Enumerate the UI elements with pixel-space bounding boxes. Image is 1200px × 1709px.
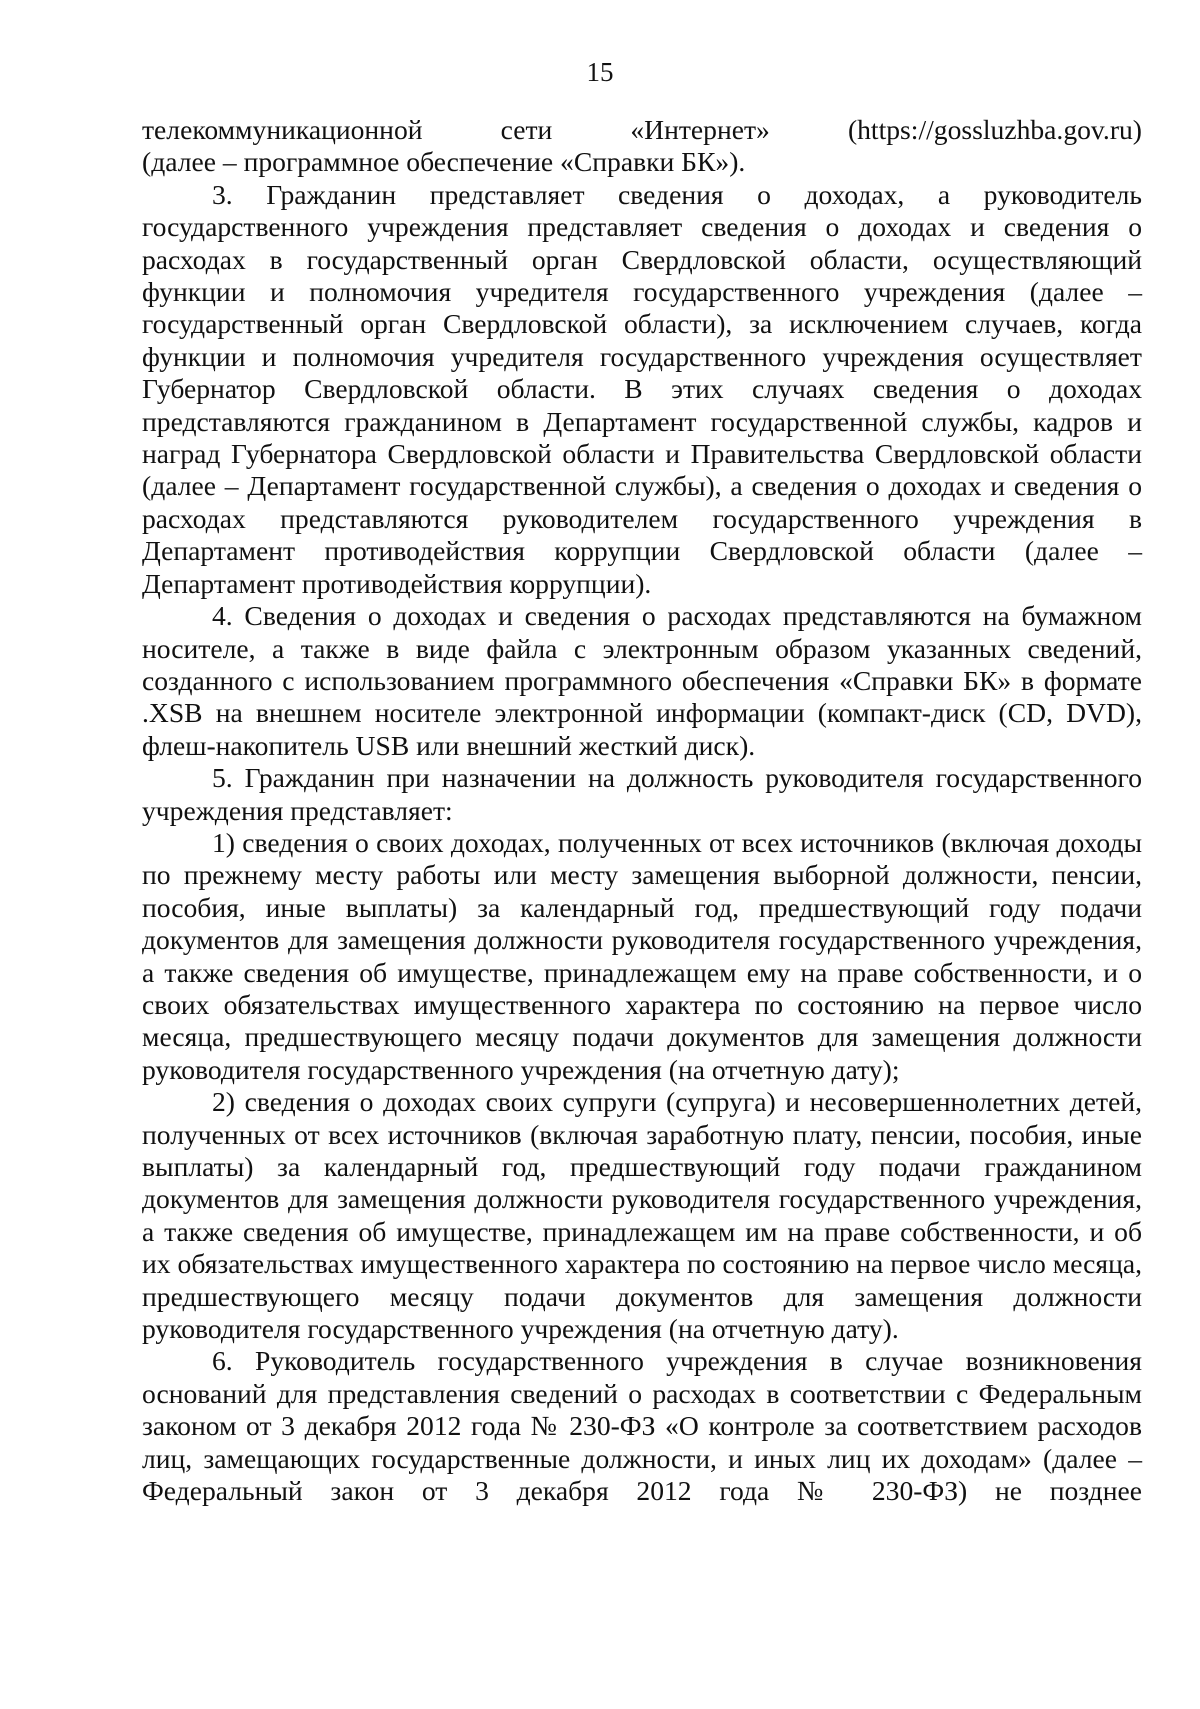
paragraph-item-3: 3. Гражданин представляет сведения о доходах, а руководитель государственного учреждения представляет сведения о доходах и сведения о расходах в государственный орган Свердловской области, осуществляющий функции и полномочия учредителя государственного учреждения (далее – государственный орган Свердловской области), за исключением случаев, когда функции и полномочия учредителя государственного учреждения осуществляет Губернатор Свердловской области. В этих случаях сведения о доходах представляются гражданином в Департамент государственной службы, кадров и наград Губернатора Свердловской области и Правительства Свердловской области (далее – Департамент государственной службы), а сведения о доходах и сведения о расходах представляются руководителем государственного учреждения в Департамент противодействия коррупции Свердловской области (далее – Департамент противодействия коррупции).	[142, 178, 1142, 599]
paragraph-continuation-line-2: (далее – программное обеспечение «Справки БК»).	[142, 146, 746, 178]
document-body	[142, 114, 1142, 1507]
page-number: 15	[586, 57, 614, 87]
paragraph-item-6: 6. Руководитель государственного учреждения в случае возникновения оснований для представления сведений о расходах в соответствии с Федеральным законом от 3 декабря 2012 года № 230-ФЗ «О контроле за соответствием расходов лиц, замещающих государственные должности, и иных лиц их доходам» (далее – Федеральный закон от 3 декабря 2012 года № 230-ФЗ) не позднее	[142, 1345, 1142, 1507]
paragraph-subitem-2: 2) сведения о доходах своих супруги (супруга) и несовершеннолетних детей, полученных от всех источников (включая заработную плату, пенсии, пособия, иные выплаты) за календарный год, предшествующий году подачи гражданином документов для замещения должности руководителя государственного учреждения, а также сведения об имуществе, принадлежащем им на праве собственности, и об их обязательствах имущественного характера по состоянию на первое число месяца, предшествующего месяцу подачи документов для замещения должности руководителя государственного учреждения (на отчетную дату).	[142, 1086, 1142, 1345]
paragraph-subitem-1: 1) сведения о своих доходах, полученных от всех источников (включая доходы по прежнему месту работы или месту замещения выборной должности, пенсии, пособия, иные выплаты) за календарный год, предшествующий году подачи документов для замещения должности руководителя государственного учреждения, а также сведения об имуществе, принадлежащем ему на праве собственности, и о своих обязательствах имущественного характера по состоянию на первое число месяца, предшествующего месяцу подачи документов для замещения должности руководителя государственного учреждения (на отчетную дату);	[142, 826, 1142, 1085]
paragraph-continuation-line-1: телекоммуникационной сети «Интернет» (https://gossluzhba.gov.ru)	[142, 114, 1142, 145]
paragraph-item-4: 4. Сведения о доходах и сведения о расходах представляются на бумажном носителе, а также в виде файла с электронным образом указанных сведений, созданного с использованием программного обеспечения «Справки БК» в формате .XSB на внешнем носителе электронной информации (компакт-диск (CD, DVD), флеш-накопитель USB или внешний жесткий диск).	[142, 600, 1142, 761]
paragraph-item-5: 5. Гражданин при назначении на должность руководителя государственного учреждения представляет:	[142, 762, 1142, 826]
